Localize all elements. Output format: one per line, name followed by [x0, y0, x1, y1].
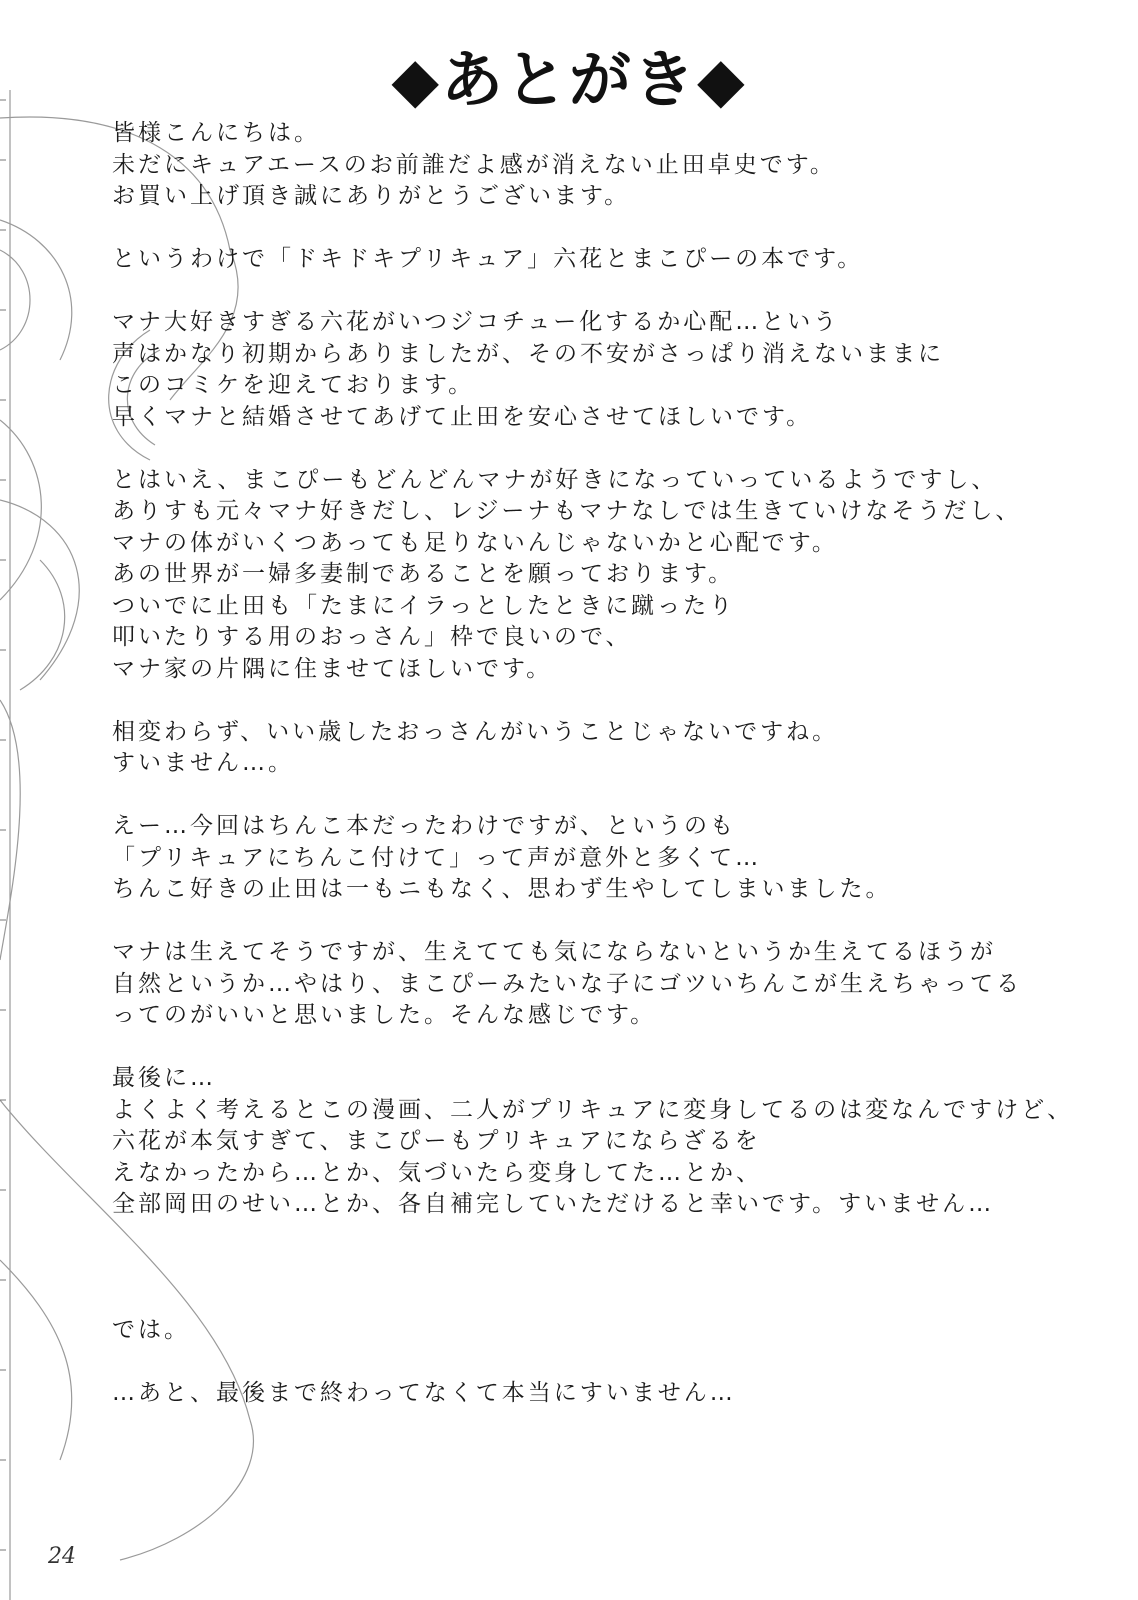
text-line: すいません…。 — [112, 750, 294, 776]
text-line: 未だにキュアエースのお前誰だよ感が消えない止田卓史です。 — [112, 151, 836, 178]
text-line: えなかったから…とか、気づいたら変身してた…とか、 — [112, 1159, 762, 1186]
text-line: 最後に… — [112, 1065, 216, 1091]
paragraph — [112, 307, 1112, 433]
paragraph — [112, 717, 1112, 780]
paragraph — [112, 1315, 1112, 1347]
paragraph-gap — [112, 1032, 1112, 1064]
paragraph-gap — [112, 1252, 1112, 1284]
paragraph-gap — [112, 906, 1112, 938]
page-number: 24 — [48, 1544, 76, 1569]
text-line: 早くマナと結婚させてあげて止田を安心させてほしいです。 — [112, 403, 813, 430]
text-line: よくよく考えるとこの漫画、二人がプリキュアに変身してるのは変なんですけど、 — [112, 1096, 1074, 1123]
text-line: マナ家の片隅に住ませてほしいです。 — [112, 655, 553, 682]
paragraph — [112, 1063, 1112, 1221]
text-line: では。 — [112, 1317, 190, 1343]
text-line: 六花が本気すぎて、まこぴーもプリキュアにならざるを — [112, 1128, 761, 1154]
paragraph-gap — [112, 276, 1112, 308]
text-line: というわけで「ドキドキプリキュア」六花とまこぴーの本です。 — [112, 246, 864, 272]
text-line: ありすも元々マナ好きだし、レジーナもマナなしでは生きていけなそうだし、 — [112, 498, 1022, 524]
text-line: 全部岡田のせい…とか、各自補完していただけると幸いです。すいません… — [112, 1191, 995, 1217]
text-line: 自然というか…やはり、まこぴーみたいな子にゴツいちんこが生えちゃってる — [112, 970, 1022, 997]
text-line: マナの体がいくつあっても足りないんじゃないかと心配です。 — [112, 529, 838, 556]
page-title: ◆あとがき◆ — [391, 43, 747, 116]
text-line: ってのがいいと思いました。そんな感じです。 — [112, 1002, 657, 1028]
paragraph — [112, 118, 1112, 213]
text-line: 声はかなり初期からありましたが、その不安がさっぱり消えないままに — [112, 340, 944, 367]
text-line: 「プリキュアにちんこ付けて」って声が意外と多くて… — [112, 844, 762, 871]
text-line: マナ大好きすぎる六花がいつジコチュー化するか心配…という — [112, 309, 840, 335]
text-line: お買い上げ頂き誠にありがとうございます。 — [112, 183, 631, 209]
text-line: …あと、最後まで終わってなくて本当にすいません… — [112, 1380, 736, 1406]
afterword-text — [112, 118, 1112, 1410]
paragraph-gap — [112, 433, 1112, 465]
text-line: ちんこ好きの止田は一もニもなく、思わず生やしてしまいました。 — [112, 876, 892, 902]
text-line: とはいえ、まこぴーもどんどんマナが好きになっていっているようですし、 — [112, 466, 998, 493]
paragraph — [112, 1378, 1112, 1410]
text-line: 皆様こんにちは。 — [112, 120, 320, 146]
paragraph — [112, 465, 1112, 686]
paragraph-gap — [112, 213, 1112, 245]
text-line: マナは生えてそうですが、生えてても気にならないというか生えてるほうが — [112, 939, 996, 965]
paragraph-gap — [112, 1284, 1112, 1316]
text-line: ついでに止田も「たまにイラっとしたときに蹴ったり — [112, 592, 736, 619]
paragraph-gap — [112, 780, 1112, 812]
paragraph — [112, 811, 1112, 906]
paragraph-gap — [112, 1221, 1112, 1253]
paragraph — [112, 937, 1112, 1032]
paragraph-gap — [112, 1347, 1112, 1379]
text-line: えー…今回はちんこ本だったわけですが、というのも — [112, 813, 736, 839]
paragraph-gap — [112, 685, 1112, 717]
paragraph — [112, 244, 1112, 276]
text-line: 相変わらず、いい歳したおっさんがいうことじゃないですね。 — [112, 718, 839, 745]
text-line: 叩いたりする用のおっさん」枠で良いので、 — [112, 624, 632, 650]
text-line: このコミケを迎えております。 — [112, 372, 475, 398]
text-line: あの世界が一婦多妻制であることを願っております。 — [112, 561, 735, 587]
